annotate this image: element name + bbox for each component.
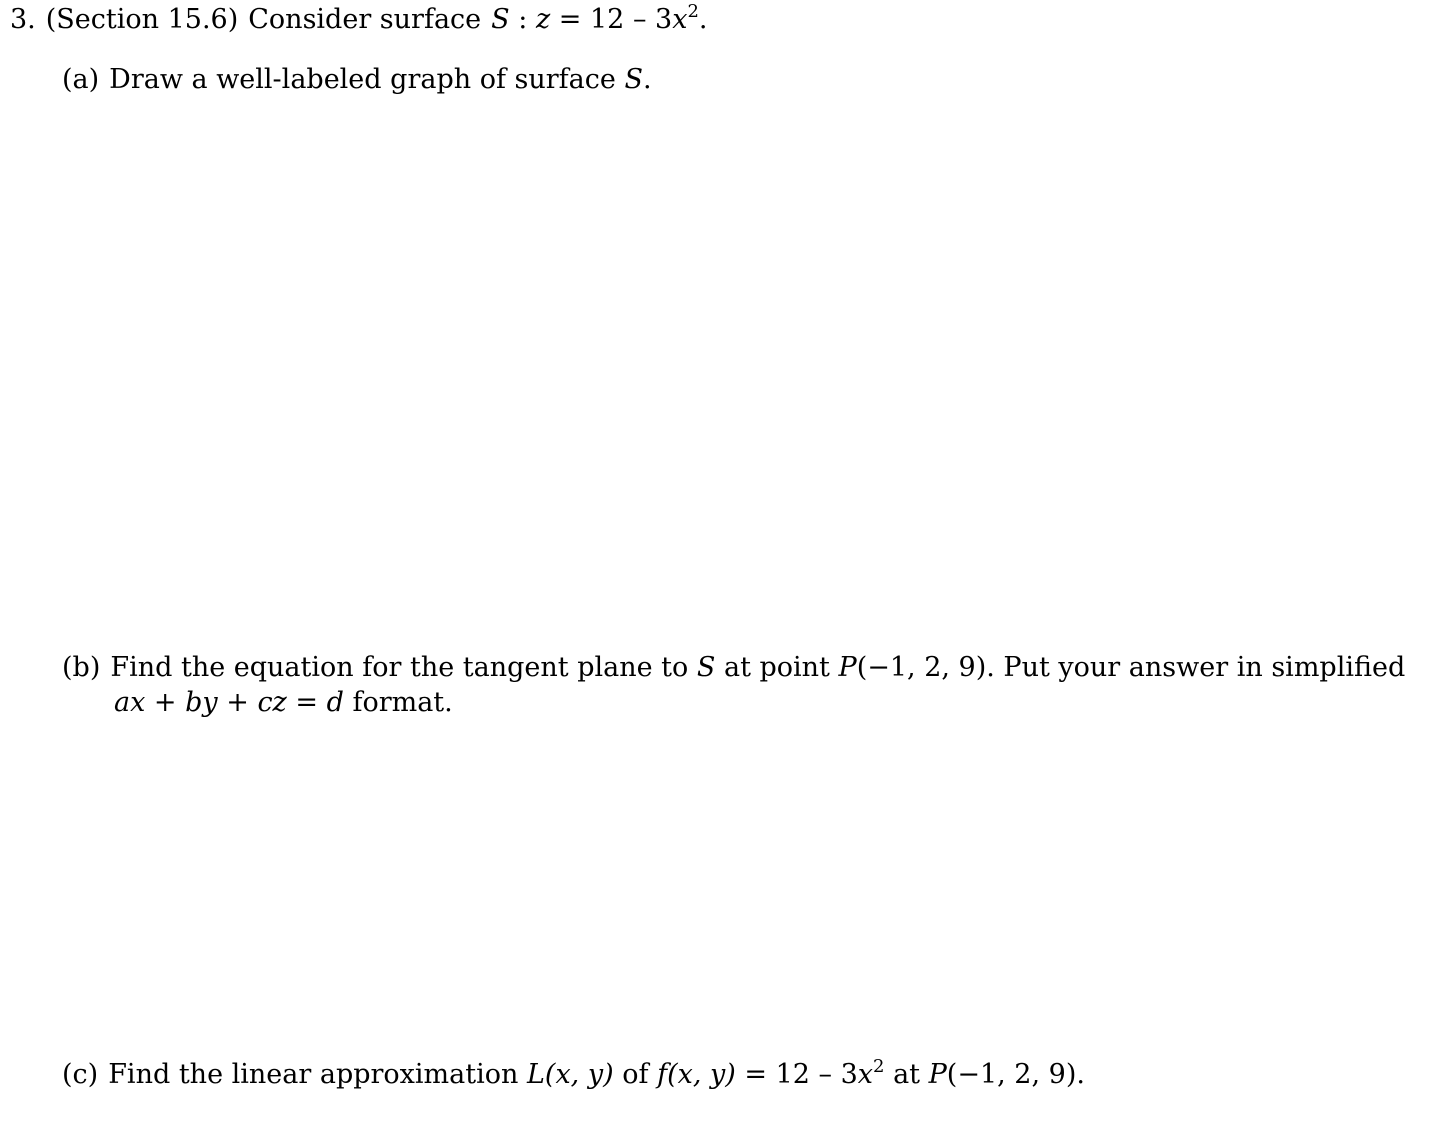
of-word: of: [622, 1059, 649, 1090]
part-b-text2: at point: [723, 652, 830, 683]
part-a: [62, 64, 652, 96]
exponent: 2: [687, 1, 699, 22]
point-symbol: P: [928, 1059, 947, 1090]
surface-symbol: S: [696, 652, 716, 683]
part-a-label: (a): [62, 64, 100, 95]
f-args: (x, y): [667, 1059, 736, 1090]
equals-sign: =: [744, 1059, 767, 1090]
point-symbol: P: [838, 652, 857, 683]
answer-space-a: [0, 100, 1448, 640]
at-word: at: [893, 1059, 921, 1090]
var-z: z: [535, 4, 551, 35]
surface-symbol: S: [624, 64, 643, 95]
point-coords: (−1, 2, 9).: [856, 652, 995, 683]
L-args: (x, y): [544, 1059, 614, 1090]
point-coords: (−1, 2, 9).: [946, 1059, 1085, 1090]
part-b-label: (b): [62, 652, 101, 683]
part-c-text1: Find the linear approximation: [108, 1059, 519, 1090]
rhs-constant: 12 – 3: [590, 4, 673, 35]
part-b-line1: [62, 652, 1405, 684]
question-intro: Consider surface: [248, 4, 482, 35]
period: .: [642, 64, 652, 95]
var-x: x: [672, 4, 688, 35]
part-c: [62, 1056, 1085, 1094]
equals-sign: =: [558, 4, 582, 35]
answer-space-b: [0, 725, 1448, 1050]
part-c-label: (c): [62, 1059, 99, 1090]
surface-symbol: S: [491, 4, 510, 35]
part-a-text: Draw a well-labeled graph of surface: [109, 64, 616, 95]
part-b-text1: Find the equation for the tangent plane to: [110, 652, 689, 683]
question-header: [10, 1, 708, 39]
rhs-constant: 12 – 3: [775, 1059, 858, 1090]
L-symbol: L: [526, 1059, 545, 1090]
section-reference: (Section 15.6): [45, 4, 239, 35]
f-symbol: f: [657, 1059, 668, 1090]
var-x: x: [857, 1059, 874, 1090]
question-number: 3.: [10, 4, 36, 35]
part-b-text3: Put your answer in simplified: [1003, 652, 1406, 683]
period: .: [698, 4, 708, 35]
format-equation: ax + by + cz = d: [114, 687, 344, 718]
format-word: format.: [352, 687, 453, 718]
exponent: 2: [873, 1056, 885, 1077]
part-b-line2: [114, 687, 453, 719]
colon: :: [518, 4, 528, 35]
